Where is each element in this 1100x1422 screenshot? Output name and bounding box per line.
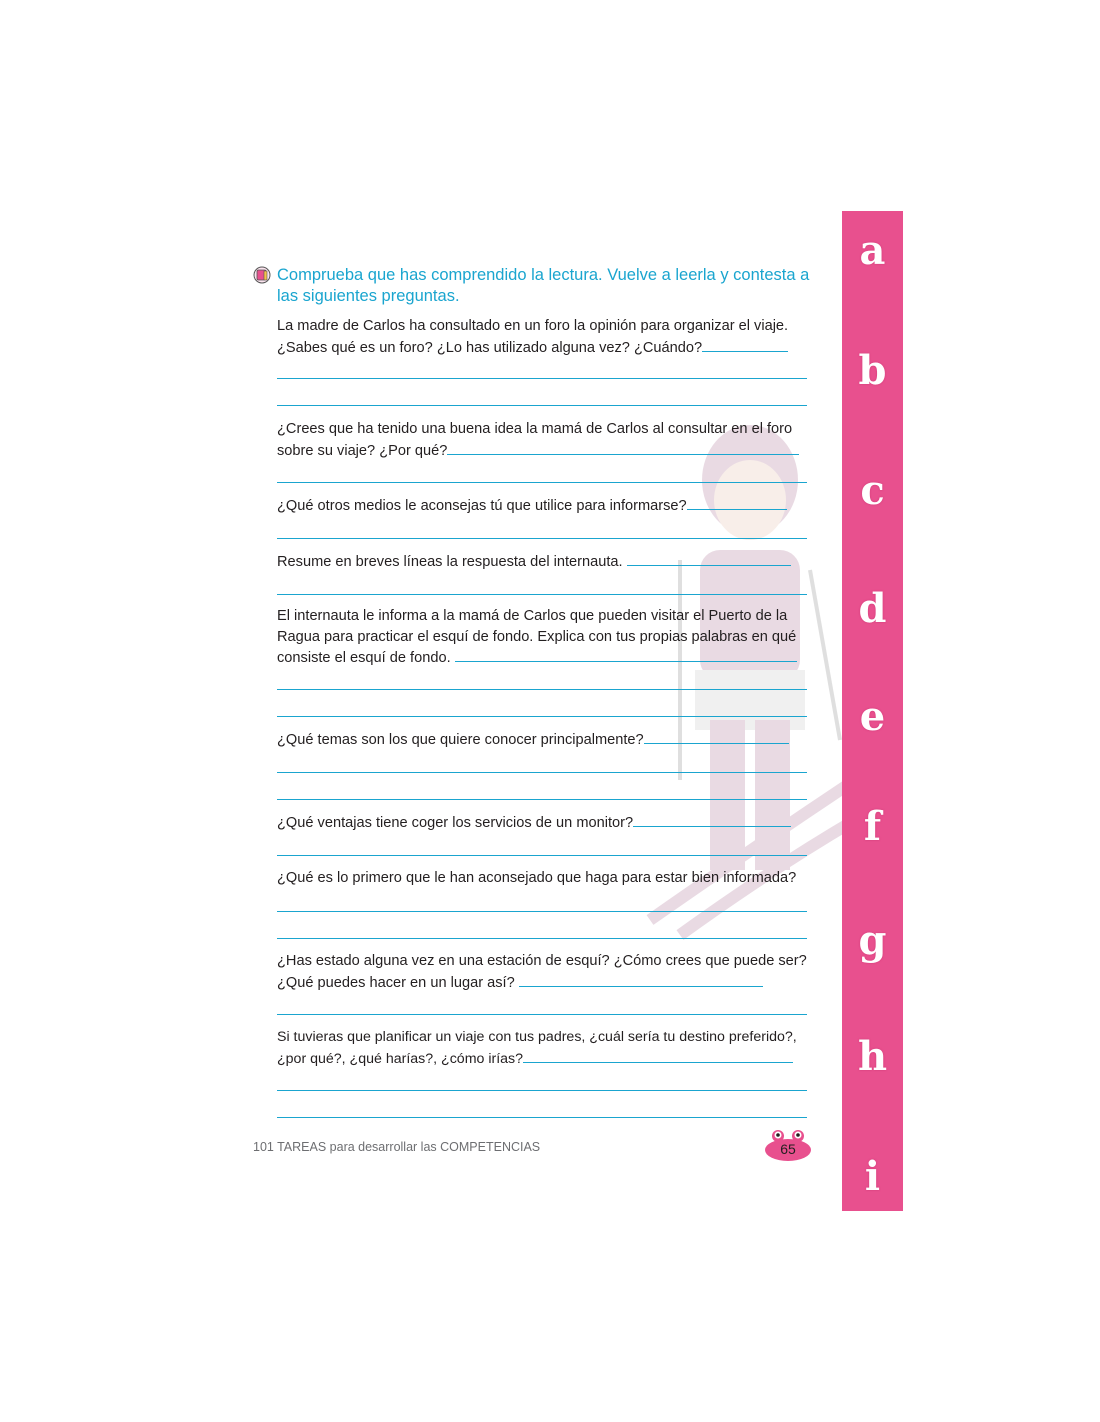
- question-4: [277, 551, 812, 573]
- answer-line[interactable]: [277, 799, 807, 800]
- section-heading: Comprueba que has comprendido la lectura. Vuelve a leerla y contesta a las siguientes preguntas.: [277, 266, 810, 305]
- question-2-text: ¿Crees que ha tenido una buena idea la mamá de Carlos al consultar en el foro sobre su viaje? ¿Por qué?: [277, 421, 793, 459]
- answer-inline-line[interactable]: [644, 729, 789, 744]
- answer-line[interactable]: [277, 405, 807, 406]
- answer-line[interactable]: [277, 911, 807, 912]
- answer-inline-line[interactable]: [519, 972, 763, 987]
- question-10: [277, 1027, 812, 1069]
- answer-line[interactable]: [277, 1117, 807, 1118]
- question-9: [277, 951, 812, 993]
- answer-inline-line[interactable]: [523, 1048, 793, 1063]
- answer-line[interactable]: [277, 594, 807, 595]
- question-1: [277, 316, 812, 358]
- footer-title: 101 TAREAS para desarrollar las COMPETENCIAS: [253, 1140, 541, 1154]
- sidebar-letter-icon: h: [857, 1033, 888, 1080]
- answer-line[interactable]: [277, 1090, 807, 1091]
- question-6-text: ¿Qué temas son los que quiere conocer principalmente?: [277, 732, 644, 748]
- answer-line[interactable]: [277, 772, 807, 773]
- answer-line[interactable]: [277, 938, 807, 939]
- answer-inline-line[interactable]: [633, 812, 791, 827]
- answer-inline-line[interactable]: [702, 337, 788, 352]
- answer-inline-line[interactable]: [455, 647, 797, 662]
- question-6: [277, 729, 812, 751]
- sidebar-letter-icon: a: [859, 227, 886, 274]
- sidebar-letter-icon: i: [864, 1153, 881, 1200]
- page-number: 65: [780, 1141, 796, 1157]
- sidebar-letter-icon: d: [858, 585, 887, 632]
- question-7: [277, 812, 812, 834]
- question-4-text: Resume en breves líneas la respuesta del internauta.: [277, 554, 623, 570]
- question-5: [277, 606, 812, 669]
- question-8-text: ¿Qué es lo primero que le han aconsejado que haga para estar bien informada?: [277, 870, 797, 886]
- question-8: [277, 868, 812, 889]
- answer-line[interactable]: [277, 689, 807, 690]
- answer-inline-line[interactable]: [447, 440, 799, 455]
- sidebar-letter-icon: f: [863, 803, 882, 850]
- question-9-text: ¿Has estado alguna vez en una estación de esquí? ¿Cómo crees que puede ser? ¿Qué puedes hacer en un lugar así?: [277, 953, 807, 991]
- sidebar-letter-icon: b: [858, 347, 887, 394]
- question-10-text: Si tuvieras que planificar un viaje con tus padres, ¿cuál sería tu destino preferido?, ¿por qué?, ¿qué harías?, ¿cómo irías?: [277, 1029, 797, 1067]
- book-icon: [253, 266, 271, 284]
- sidebar-letter-icon: c: [860, 467, 885, 514]
- question-5-text: El internauta le informa a la mamá de Carlos que pueden visitar el Puerto de la Ragua para practicar el esquí de fondo. Explica con tus propias palabras en qué consiste el esquí de fondo.: [277, 608, 797, 666]
- answer-line[interactable]: [277, 716, 807, 717]
- answer-line[interactable]: [277, 1014, 807, 1015]
- answer-line[interactable]: [277, 538, 807, 539]
- question-7-text: ¿Qué ventajas tiene coger los servicios de un monitor?: [277, 815, 634, 831]
- question-3-text: ¿Qué otros medios le aconsejas tú que utilice para informarse?: [277, 498, 687, 514]
- answer-line[interactable]: [277, 855, 807, 856]
- answer-line[interactable]: [277, 378, 807, 379]
- answer-inline-line[interactable]: [627, 551, 791, 566]
- alphabet-sidebar: [842, 211, 903, 1211]
- question-1-text: La madre de Carlos ha consultado en un foro la opinión para organizar el viaje. ¿Sabes qué es un foro? ¿Lo has utilizado alguna vez? ¿Cuándo?: [277, 318, 789, 356]
- question-3: [277, 495, 812, 517]
- question-2: [277, 419, 812, 461]
- answer-line[interactable]: [277, 482, 807, 483]
- sidebar-letter-icon: g: [858, 917, 887, 964]
- answer-inline-line[interactable]: [687, 495, 787, 510]
- sidebar-letter-icon: e: [859, 693, 886, 740]
